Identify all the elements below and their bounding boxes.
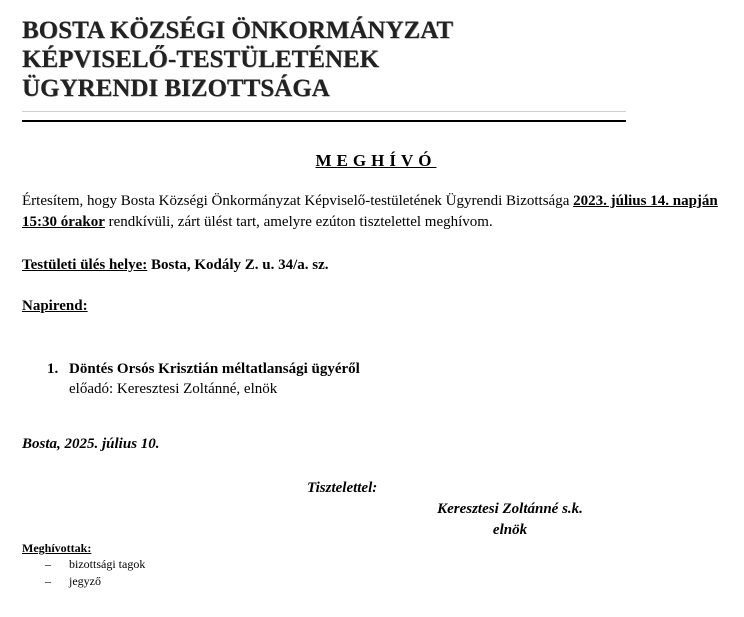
closing-greeting: Tisztelettel: [307, 480, 378, 496]
meeting-datetime: 2023. július 14. napján 15:30 órakor [22, 193, 718, 230]
signature-block [410, 499, 610, 541]
letterhead-line-2: KÉPVISELŐ-TESTÜLETÉNEK [22, 46, 380, 73]
letterhead-line-3: ÜGYRENDI BIZOTTSÁGA [22, 75, 330, 102]
meeting-place [22, 257, 329, 274]
list-item [45, 573, 145, 590]
place-and-date: Bosta, 2025. július 10. [22, 436, 160, 452]
header-divider-thin [22, 111, 626, 112]
agenda-item-number: 1. [47, 361, 59, 377]
signatory-role: elnök [492, 522, 528, 538]
header-divider-thick [22, 120, 626, 122]
list-bullet: – [45, 557, 51, 571]
agenda-item-presenter: előadó: Keresztesi Zoltánné, elnök [69, 381, 278, 397]
intro-text-start: Értesítem, hogy Bosta Községi Önkormányzat Képviselő-testületének Ügyrendi Bizottsága [22, 193, 574, 209]
invitee-name: bizottsági tagok [69, 557, 146, 571]
agenda-label: Napirend: [22, 298, 88, 314]
intro-paragraph [22, 191, 734, 233]
meeting-place-label: Testületi ülés helye: [22, 257, 148, 273]
letterhead [22, 16, 642, 103]
list-bullet: – [45, 574, 51, 588]
intro-text-end: rendkívüli, zárt ülést tart, amelyre ezúton tisztelettel meghívom. [104, 214, 493, 230]
agenda-item-title: Döntés Orsós Krisztián méltatlansági ügyéről [69, 361, 360, 377]
meeting-place-value: Bosta, Kodály Z. u. 34/a. sz. [147, 257, 329, 273]
document-title: MEGHÍVÓ [315, 151, 437, 170]
invitees-list [45, 556, 145, 590]
signatory-name: Keresztesi Zoltánné s.k. [437, 501, 583, 517]
list-item [45, 556, 145, 573]
agenda-item [47, 359, 360, 399]
letterhead-line-1: BOSTA KÖZSÉGI ÖNKORMÁNYZAT [22, 17, 454, 44]
invitee-name: jegyző [69, 574, 101, 588]
invitees-label: Meghívottak: [22, 541, 92, 555]
